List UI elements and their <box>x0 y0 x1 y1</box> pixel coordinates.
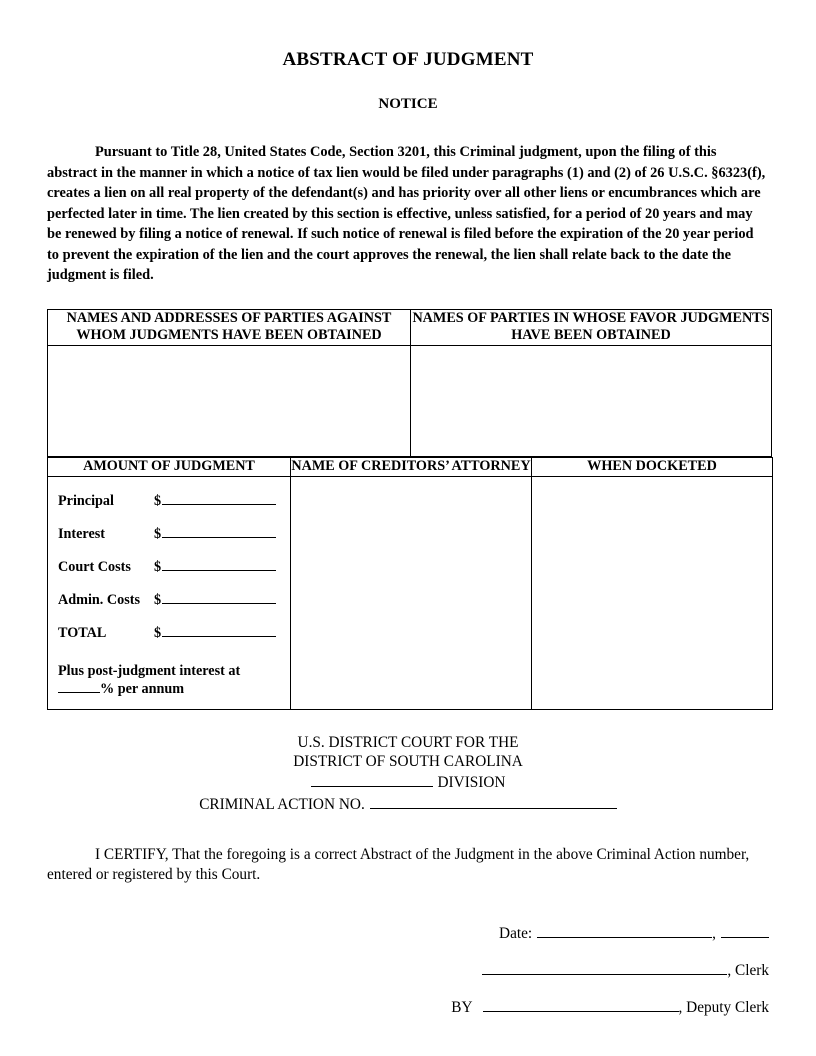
notice-heading: NOTICE <box>378 95 438 112</box>
creditors-attorney-field[interactable] <box>291 476 532 709</box>
year-field[interactable] <box>721 923 769 938</box>
parties-favor-field[interactable] <box>411 346 772 457</box>
deputy-clerk-label: , Deputy Clerk <box>678 998 769 1016</box>
post-judgment-rate-line <box>58 680 290 698</box>
court-name-line2: DISTRICT OF SOUTH CAROLINA <box>293 752 523 770</box>
division-label: DIVISION <box>437 773 506 791</box>
table-row <box>48 309 772 346</box>
division-line <box>0 772 816 793</box>
amount-row-court-costs <box>48 557 290 590</box>
post-judgment-suffix: % per annum <box>100 680 185 697</box>
parties-against-header: NAMES AND ADDRESSES OF PARTIES AGAINST WHOM JUDGMENTS HAVE BEEN OBTAINED <box>48 309 411 346</box>
when-docketed-field[interactable] <box>532 476 773 709</box>
currency-symbol: $ <box>154 525 162 542</box>
certification-paragraph: I CERTIFY, That the foregoing is a correct Abstract of the Judgment in the above Criminal Action number, entered or registered by this Court. <box>47 845 750 883</box>
by-label: BY <box>451 998 473 1016</box>
clerk-label: , Clerk <box>727 962 769 980</box>
amount-label: Interest <box>58 525 106 542</box>
date-label: Date: <box>499 925 533 943</box>
total-amount-field[interactable] <box>162 623 276 637</box>
court-block <box>0 734 816 815</box>
post-judgment-interest <box>48 656 290 698</box>
currency-symbol: $ <box>154 591 162 608</box>
criminal-action-number-field[interactable] <box>370 794 617 809</box>
amount-row-interest <box>48 524 290 557</box>
amount-label: Admin. Costs <box>58 591 140 608</box>
amount-list <box>48 477 290 708</box>
currency-symbol: $ <box>154 558 162 575</box>
clerk-signature-field[interactable] <box>482 960 727 975</box>
page-title: ABSTRACT OF JUDGMENT <box>282 49 534 70</box>
judgment-table <box>47 457 773 710</box>
parties-table <box>47 309 772 458</box>
when-docketed-header: WHEN DOCKETED <box>532 458 773 477</box>
amount-row-admin-costs <box>48 590 290 623</box>
interest-amount-field[interactable] <box>162 524 276 538</box>
amount-of-judgment-header: AMOUNT OF JUDGMENT <box>48 458 291 477</box>
currency-symbol: $ <box>154 624 162 641</box>
date-row <box>0 923 769 943</box>
notice-paragraph: Pursuant to Title 28, United States Code, Section 3201, this Criminal judgment, upon the filing of this abstract in the manner in which a notice of tax lien would be filed under paragraphs (1) and (2) of 26 U.S.C. §6323(f), creates a lien on all real property of the defendant(s) and has priority over all other liens or encumbrances which are perfected later in time. The lien created by this section is effective, unless satisfied, for a period of 20 years and may be renewed by filing a notice of renewal. If such notice of renewal is filed before the expiration of the 20 year period to prevent the expiration of the lien and the court approves the renewal, the lien shall relate back to the date the judgment is filed. <box>47 144 766 284</box>
date-field[interactable] <box>537 923 712 938</box>
date-comma: , <box>712 925 716 943</box>
currency-symbol: $ <box>154 492 162 509</box>
amount-of-judgment-cell <box>48 476 291 709</box>
division-field[interactable] <box>311 772 433 787</box>
amount-label: TOTAL <box>58 624 107 641</box>
signature-block <box>0 923 816 1016</box>
deputy-clerk-row <box>0 997 769 1017</box>
post-judgment-label: Plus post-judgment interest at <box>58 662 241 679</box>
amount-row-total <box>48 623 290 656</box>
table-row <box>48 346 772 457</box>
criminal-action-line <box>0 794 816 815</box>
criminal-action-label: CRIMINAL ACTION NO. <box>199 795 365 813</box>
form-tables <box>0 309 816 710</box>
amount-label: Principal <box>58 492 114 509</box>
amount-label: Court Costs <box>58 558 131 575</box>
parties-favor-header: NAMES OF PARTIES IN WHOSE FAVOR JUDGMENTS HAVE BEEN OBTAINED <box>411 309 772 346</box>
deputy-clerk-signature-field[interactable] <box>483 997 679 1012</box>
post-judgment-rate-field[interactable] <box>58 680 100 693</box>
amount-row-principal <box>48 491 290 524</box>
court-costs-amount-field[interactable] <box>162 557 276 571</box>
parties-against-field[interactable] <box>48 346 411 457</box>
admin-costs-amount-field[interactable] <box>162 590 276 604</box>
principal-amount-field[interactable] <box>162 491 276 505</box>
creditors-attorney-header: NAME OF CREDITORS’ ATTORNEY <box>291 458 532 477</box>
clerk-row <box>0 960 769 980</box>
court-name-line1: U.S. DISTRICT COURT FOR THE <box>297 733 519 751</box>
table-row <box>48 458 773 477</box>
table-row <box>48 476 773 709</box>
